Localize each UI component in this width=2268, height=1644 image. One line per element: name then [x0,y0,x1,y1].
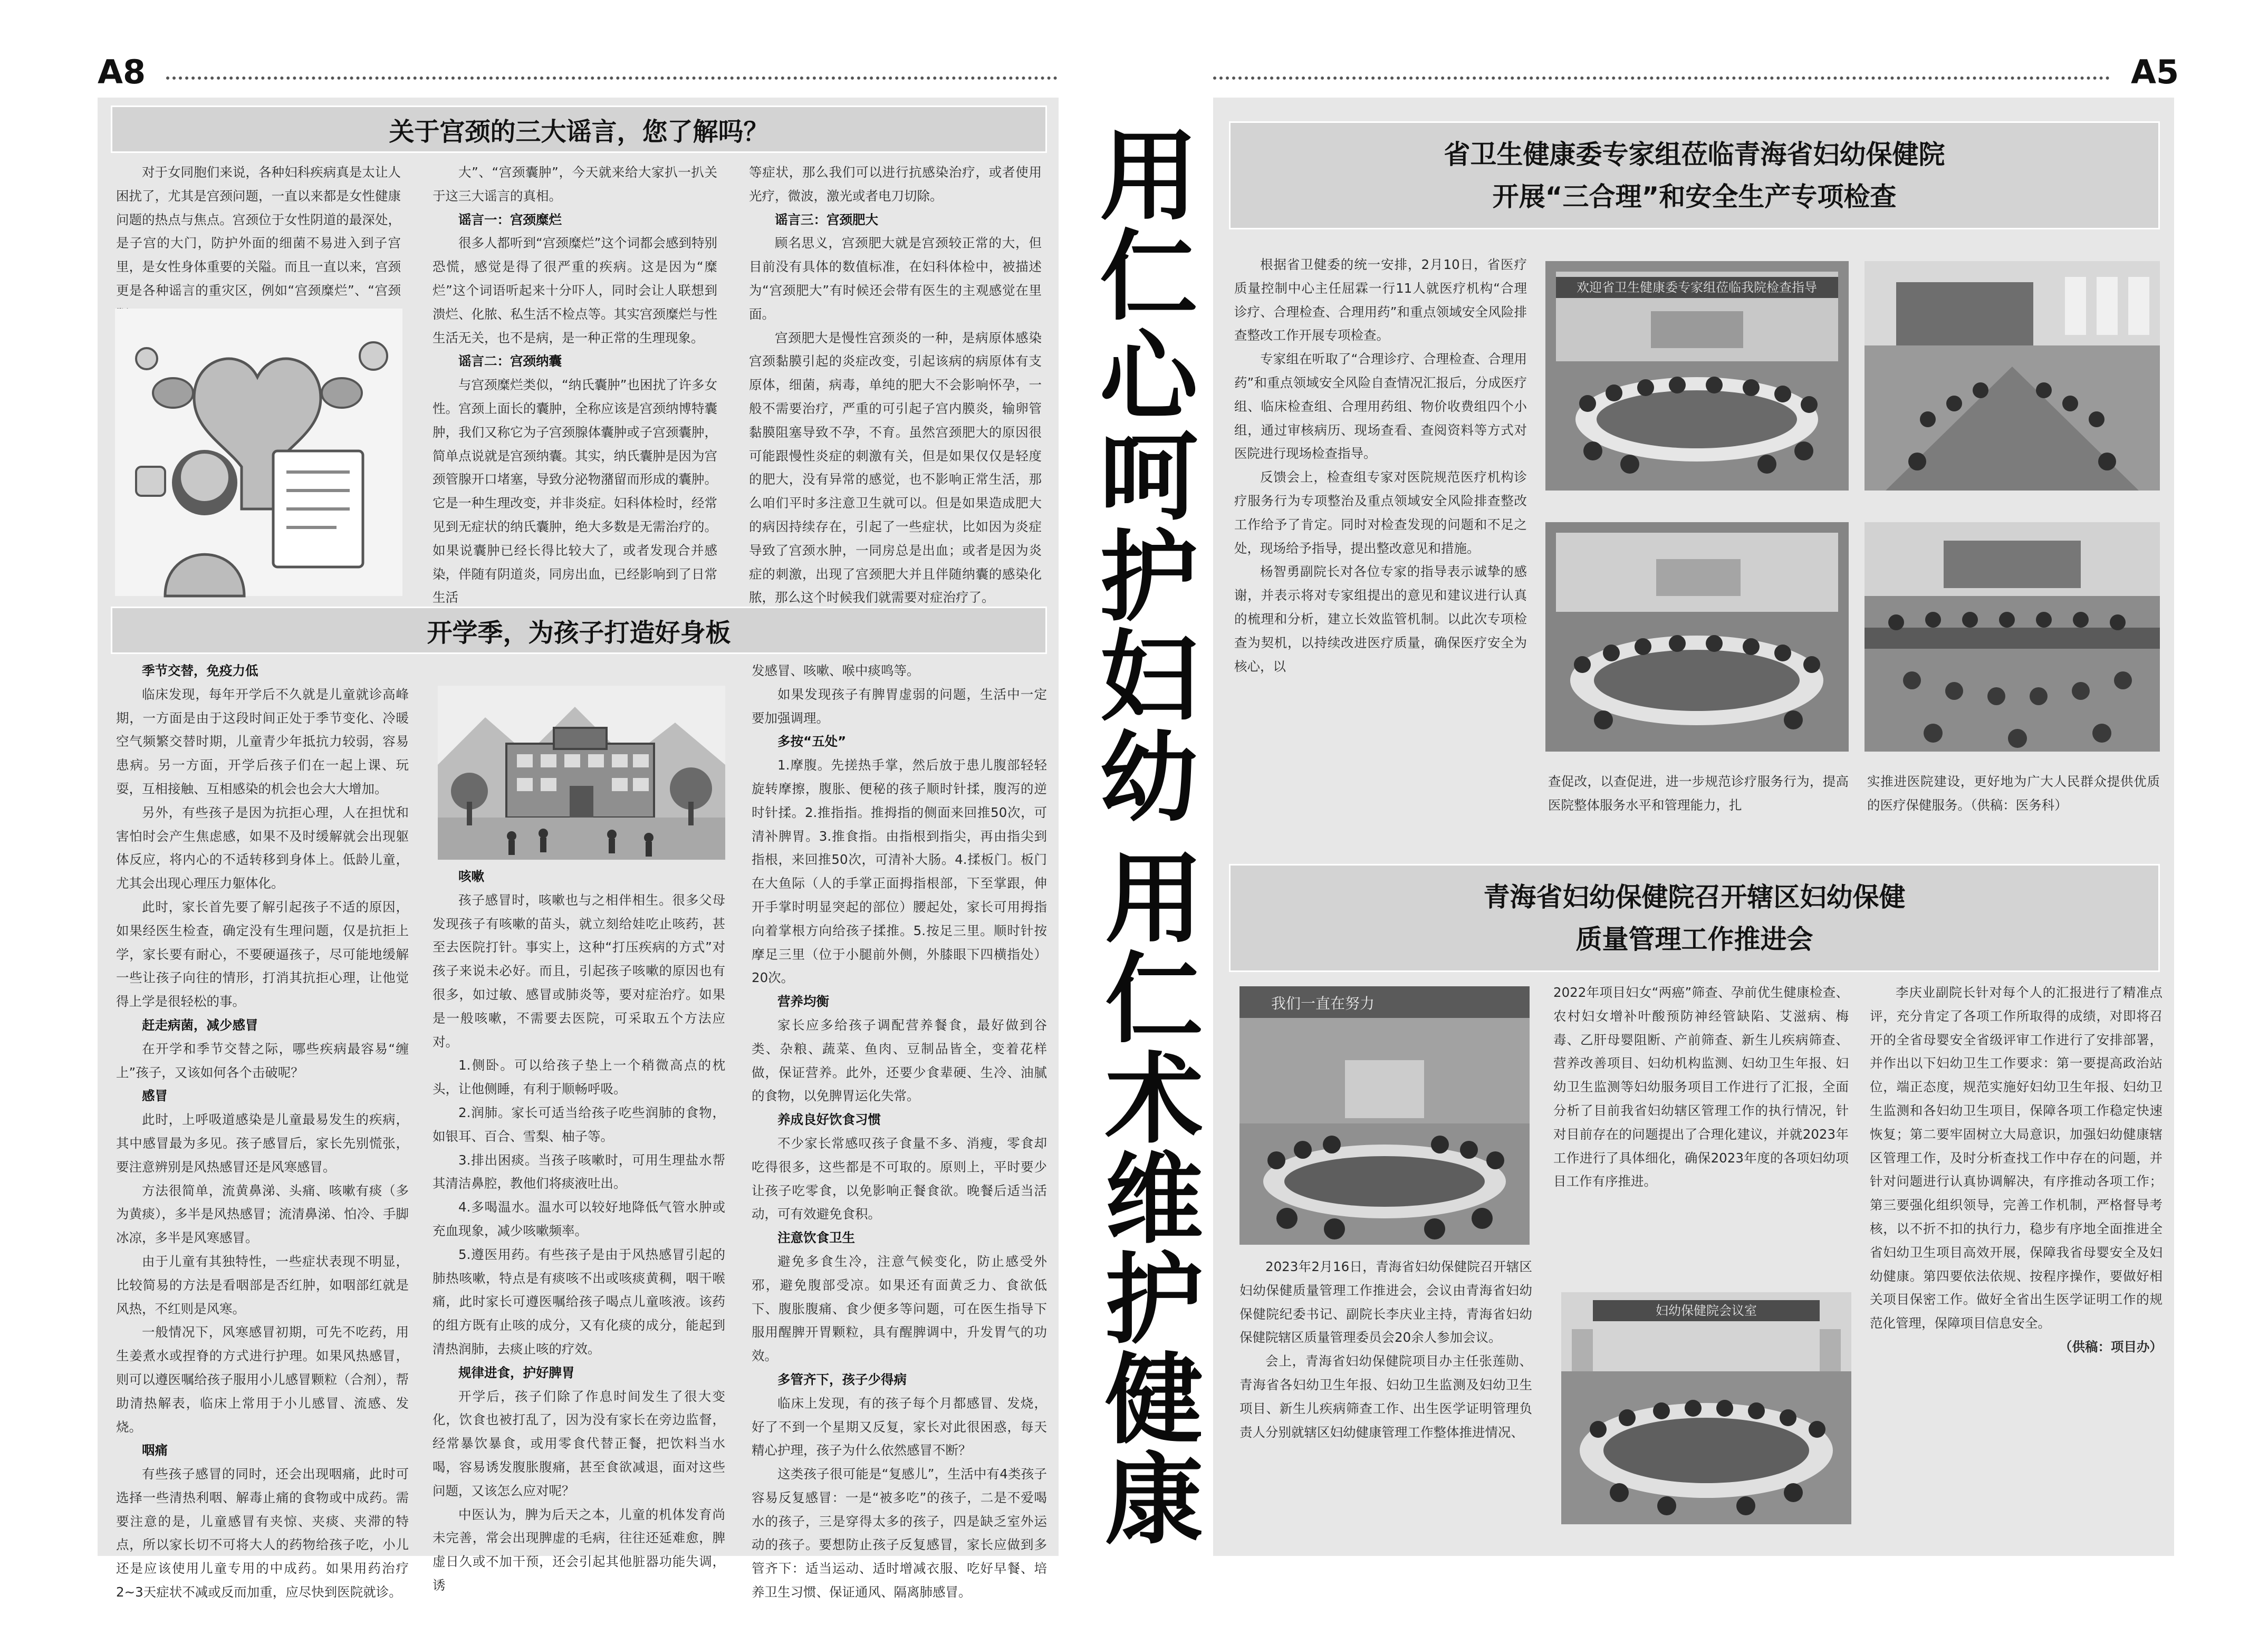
article-column [433,161,717,605]
meeting-photo [1865,522,2160,752]
slogan-character: 健 [1104,1343,1203,1457]
paragraph: 由于儿童有其独特性，一些症状表现不明显，比较简易的方法是看咽部是否红肿，如咽部红就是风热，不红则是风寒。 [116,1253,409,1316]
paragraph: 5.遵医用药。有些孩子是由于风热感冒引起的肺热咳嗽，特点是有痰咳不出或咳痰黄稠，咽干喉痛，此时家长可遵医嘱给孩子喝点儿童咳液。该药的组方既有止咳的成分，又有化痰的成分，能起到清热润肺，去痰止咳的疗效。 [433,1246,725,1357]
section-subheading: 多管齐下，孩子少得病 [777,1371,907,1387]
paragraph: 方法很简单，流黄鼻涕、头痛、咳嗽有痰（多为黄痰），多半是风热感冒；流清鼻涕、怕冷、手脚冰凉，多半是风寒感冒。 [116,1182,409,1246]
spine-slogan-2 [1096,842,1212,1558]
article-column [116,161,401,303]
paragraph: 大”、“宫颈囊肿”，今天就来给大家扒一扒关于这三大谣言的真相。 [433,165,717,204]
paragraph: 1.侧卧。可以给孩子垫上一个稍微高点的枕头，让他侧睡，有利于顺畅呼吸。 [433,1057,725,1097]
article-column [752,659,1047,1600]
title-line: 省卫生健康委专家组莅临青海省妇幼保健院 [1444,139,1945,170]
section-subheading: 赶走病菌，减少感冒 [142,1017,258,1033]
article-title-quality-meeting [1229,864,2160,972]
paragraph: 实推进医院建设，更好地为广大人民群众提供优质的医疗保健服务。（供稿：医务科） [1867,774,2160,813]
header-rule-right [1213,76,2110,80]
paragraph: 临床发现，每年开学后不久就是儿童就诊高峰期，一方面是由于这段时间正处于季节变化、冷暖空气频繁交替时期，儿童青少年抵抗力较弱，容易患病。另一方面，开学后孩子们在一起上课、玩耍，互相接触、互相感染的机会也会大大增加。 [116,686,409,796]
article-column [1553,981,1849,1282]
article-column [116,659,409,1600]
page-number-right: A5 [2131,53,2179,91]
paragraph: 很多人都听到“宫颈糜烂”这个词都会感到特别恐慌，感觉是得了很严重的疾病。这是因为“糜烂”这个词语听起来十分吓人，同时会让人联想到溃烂、化脓、私生活不检点等。其实宫颈糜烂与性生活无关，也不是病，是一种正常的生理现象。 [433,235,717,345]
section-subheading: 养成良好饮食习惯 [777,1112,881,1128]
paragraph: 不少家长常感叹孩子食量不多、消瘦，零食却吃得很多，这些都是不可取的。原则上，平时要少让孩子吃零食，以免影响正餐食欲。晚餐后适当活动，可有效避免食积。 [752,1135,1047,1222]
slogan-character: 用 [1104,842,1203,956]
section-subheading: 规律进食，护好脾胃 [458,1364,575,1380]
paragraph: 开学后，孩子们除了作息时间发生了很大变化，饮食也被打乱了，因为没有家长在旁边监督，经常暴饮暴食，或用零食代替正餐，把饮料当水喝，容易诱发腹胀腹痛，甚至食欲减退，面对这些问题，又该怎么应对呢？ [433,1388,725,1498]
paragraph: 另外，有些孩子是因为抗拒心理，人在担忧和害怕时会产生焦虑感，如果不及时缓解就会出现躯体反应，将内心的不适转移到身体上。低龄儿童，尤其会出现心理压力躯体化。 [116,804,409,891]
slogan-character: 康 [1104,1443,1203,1558]
slogan-character: 仁 [1099,219,1198,334]
paragraph: 有些孩子感冒的同时，还会出现咽痛，此时可选择一些清热利咽、解毒止痛的食物或中成药。需要注意的是，儿童感冒有夹惊、夹痰、夹滞的特点，所以家长切不可将大人的药物给孩子吃，小儿还是应该使用儿童专用的中成药。如果用药治疗2~3天症状不减或反而加重，应尽快到医院就诊。 [116,1466,409,1600]
article-title-cervix-rumors: 关于宫颈的三大谣言，您了解吗？ [111,105,1047,153]
paragraph: 反馈会上，检查组专家对医院规范医疗机构诊疗服务行为专项整治及重点领域安全风险排查整改工作给予了肯定。同时对检查发现的问题和不足之处，现场给予指导，提出整改意见和措施。 [1234,469,1527,556]
paragraph: 临床上发现，有的孩子每个月都感冒、发烧，好了不到一个星期又反复，家长对此很困惑，每天精心护理，孩子为什么依然感冒不断？ [752,1395,1047,1458]
article-column [1870,981,2163,1551]
paragraph: 对于女同胞们来说，各种妇科疾病真是太让人困扰了，尤其是宫颈问题，一直以来都是女性健康问题的热点与焦点。宫颈位于女性阴道的最深处，是子宫的大门，防护外面的细菌不易进入到子宫里，是女性身体重要的关隘。而且一直以来，宫颈更是各种谣言的重灾区，例如“宫颈糜烂”、“宫颈 [116,165,401,298]
paragraph: 顾名思义，宫颈肥大就是宫颈较正常的大，但目前没有具体的数值标准，在妇科体检中，被描述为“宫颈肥大”有时候还会带有医生的主观感觉在里面。 [749,235,1042,322]
section-subheading: 营养均衡 [777,994,829,1010]
meeting-photo [1865,261,2160,491]
slogan-character: 术 [1104,1042,1203,1157]
photo-banner-text: 我们一直在努力 [1271,995,1375,1012]
section-subheading: 季节交替，免疫力低 [142,663,258,678]
paragraph: 专家组在听取了“合理诊疗、合理检查、合理用药”和重点领域安全风险自查情况汇报后，分成医疗组、临床检查组、合理用药组、物价收费组四个小组，通过审核病历、现场查看、查阅资料等方式对医院进行现场检查指导。 [1234,351,1527,462]
section-subheading: 谣言三：宫颈肥大 [775,211,878,227]
paragraph: 与宫颈糜烂类似，“纳氏囊肿”也困扰了许多女性。宫颈上面长的囊肿，全称应该是宫颈纳博特囊肿，我们又称它为子宫颈腺体囊肿或子宫颈囊肿，简单点说就是宫颈纳囊。其实，纳氏囊肿是因为宫颈管腺开口堵塞，导致分泌物潴留而形成的囊肿。它是一种生理改变，并非炎症。妇科体检时，经常见到无症状的纳氏囊肿，绝大多数是无需治疗的。如果说囊肿已经长得比较大了，或者发现合并感染，伴随有阴道炎，同房出血，已经影响到了日常生活 [433,377,717,605]
article-source: （供稿：项目办） [2059,1339,2163,1354]
page-number-left: A8 [98,53,146,91]
cervix-illustration [115,309,402,596]
article-title-school-health: 开学季，为孩子打造好身板 [111,607,1047,654]
paragraph: 1.摩腹。先搓热手掌，然后放于患儿腹部轻轻旋转摩擦，腹胀、便秘的孩子顺时针揉，腹泻的逆时针揉。2.推指指。推拇指的侧面来回推50次，可清补脾胃。3.推食指。由指根到指尖，再由指尖到指根，来回推50次，可清补大肠。4.揉板门。板门在大鱼际（人的手掌正面拇指根部，下至掌跟，伸开手掌时明显突起的部位）腰起处，家长可用拇指向着掌根方向给孩子揉推。5.按足三里。顺时针按摩足三里（位于小腿前外侧，外膝眼下四横指处）20次。 [752,757,1047,986]
paragraph: 在开学和季节交替之际，哪些疾病最容易“缠上”孩子，又该如何各个击破呢？ [116,1041,409,1080]
meeting-photo [1561,1292,1851,1524]
slogan-character: 仁 [1104,942,1203,1056]
paragraph: 此时，家长首先要了解引起孩子不适的原因，如果经医生检查，确定没有生理问题，仅是抗拒上学，家长要有耐心，不要硬逼孩子，尽可能地缓解一些让孩子向往的情形，打消其抗拒心理，让他觉得上学是很轻松的事。 [116,899,409,1010]
paragraph: 这类孩子很可能是“复感儿”，生活中有4类孩子容易反复感冒：一是“被多吃”的孩子，二是不爱喝水的孩子，三是穿得太多的孩子，四是缺乏室外运动的孩子。要想防止孩子反复感冒，家长应做到多管齐下：适当运动、适时增减衣服、吃好早餐、培养卫生习惯、保证通风、隔离肺感冒。 [752,1466,1047,1600]
section-subheading: 感冒 [142,1088,168,1104]
slogan-character: 用 [1099,119,1198,234]
section-subheading: 多按“五处” [777,734,847,749]
article-column [1234,253,1527,844]
paragraph: 孩子感冒时，咳嗽也与之相伴相生。很多父母发现孩子有咳嗽的苗头，就立刻给娃吃止咳药，甚至去医院打针。事实上，这种“打压疾病的方式”对孩子来说未必好。而且，引起孩子咳嗽的原因也有很多，如过敏、感冒或肺炎等，要对症治疗。如果是一般咳嗽，不需要去医院，可采取五个方法应对。 [433,892,725,1050]
paragraph: 会上，青海省妇幼保健院项目办主任张莲勋、青海省各妇幼卫生年报、妇幼卫生监测及妇幼卫生项目、新生儿疾病筛查工作、出生医学证明管理负责人分别就辖区妇幼健康管理工作整体推进情况、 [1239,1353,1532,1440]
slogan-character: 维 [1104,1142,1203,1257]
paragraph: 此时，上呼吸道感染是儿童最易发生的疾病，其中感冒最为多见。孩子感冒后，家长先别慌张，要注意辨别是风热感冒还是风寒感冒。 [116,1112,409,1175]
meeting-photo [1545,261,1849,491]
paragraph: 查促改，以查促进，进一步规范诊疗服务行为，提高医院整体服务水平和管理能力，扎 [1548,774,1849,813]
paragraph: 4.多喝温水。温水可以较好地降低气管水肿或充血现象，减少咳嗽频率。 [433,1199,725,1238]
photo-banner-text: 欢迎省卫生健康委专家组莅临我院检查指导 [1577,280,1817,295]
paragraph: 宫颈肥大是慢性宫颈炎的一种，是病原体感染宫颈黏膜引起的炎症改变，引起该病的病原体有支原体，细菌，病毒，单纯的肥大不会影响怀孕，一般不需要治疗，严重的可引起子宫内膜炎，输卵管黏膜阻塞导致不孕，不育。虽然宫颈肥大的原因很可能跟慢性炎症的刺激有关，但是如果仅仅是轻度的肥大，没有异常的感觉，也不影响正常生活，那么咱们平时多注意卫生就可以。但是如果造成肥大的病因持续存在，引起了一些症状，比如因为炎症导致了宫颈水肿，一同房总是出血；或者是因为炎症的刺激，出现了宫颈肥大并且伴随纳囊的感染化脓，那么这个时候我们就需要对症治疗了。 [749,330,1042,605]
paragraph: 3.排出困痰。当孩子咳嗽时，可用生理盐水帮其清洁鼻腔，教他们将痰液吐出。 [433,1152,725,1191]
paragraph: 避免多食生冷，注意气候变化，防止感受外邪，避免腹部受凉。如果还有面黄乏力、食欲低下、腹胀腹痛、食少便多等问题，可在医生指导下服用醒脾开胃颗粒，具有醒脾调中，升发胃气的功效。 [752,1253,1047,1364]
slogan-character: 心 [1099,320,1198,434]
paragraph: 如果发现孩子有脾胃虚弱的问题，生活中一定要加强调理。 [752,686,1047,726]
paragraph: 中医认为，脾为后天之本，儿童的机体发育尚未完善，常会出现脾虚的毛病，往往还延难愈，脾虚日久或不加干预，还会引起其他脏器功能失调，诱 [433,1506,725,1593]
section-subheading: 谣言二：宫颈纳囊 [458,353,562,369]
title-line: 开展“三合理”和安全生产专项检查 [1492,181,1897,212]
article-column [1239,1255,1532,1551]
title-line: 质量管理工作推进会 [1575,924,1813,955]
article-title-inspection [1229,121,2160,229]
section-subheading: 谣言一：宫颈糜烂 [458,211,562,227]
paragraph: 根据省卫健委的统一安排，2月10日，省医疗质量控制中心主任屈霖一行11人就医疗机构“合理诊疗、合理检查、合理用药”和重点领域安全风险排查整改工作开展专项检查。 [1234,257,1527,343]
section-subheading: 咳嗽 [458,869,484,884]
meeting-photo [1239,986,1530,1245]
header-rule-left [166,76,1058,80]
paragraph: 一般情况下，风寒感冒初期，可先不吃药，用生姜煮水或捏脊的方式进行护理。如果风热感冒，则可以遵医嘱给孩子服用小儿感冒颗粒（合剂），帮助清热解表，临床上常用于小儿感冒、流感、发烧。 [116,1324,409,1435]
article-column [1867,770,2160,844]
paragraph: 发感冒、咳嗽、喉中痰鸣等。 [752,663,920,678]
slogan-character: 护 [1104,1243,1203,1357]
paragraph: 2022年项目妇女“两癌”筛查、孕前优生健康检查、农村妇女增补叶酸预防神经管缺陷、艾滋病、梅毒、乙肝母婴阻断、产前筛查、新生儿疾病筛查、营养改善项目、妇幼机构监测、妇幼卫生年报、妇幼卫生监测等妇幼服务项目工作进行了汇报，全面分析了目前我省妇幼辖区管理工作的执行情况，针对目前存在的问题提出了合理化建议，并就2023年工作进行了具体细化，确保2023年度的各项妇幼项目工作有序推进。 [1553,985,1849,1189]
spine-slogan-1 [1091,119,1207,835]
paragraph: 等症状，那么我们可以进行抗感染治疗，或者使用光疗，微波，激光或者电刀切除。 [749,165,1042,204]
title-line: 青海省妇幼保健院召开辖区妇幼保健 [1483,881,1906,912]
article-column [433,865,725,1593]
paragraph: 李庆业副院长针对每个人的汇报进行了精准点评，充分肯定了各项工作所取得的成绩，对即将召开的全省母婴安全省级评审工作进行了安排部署，并作出以下妇幼卫生工作要求：第一要提高政治站位，端正态度，规范实施好妇幼卫生年报、妇幼卫生监测和各妇幼卫生项目，保障各项工作稳定快速恢复；第二要牢固树立大局意识，加强妇幼健康辖区管理工作，及时分析查找工作中存在的问题，并针对问题进行认真协调解决，有序推动各项工作；第三要强化组织领导，完善工作机制，严格督导考核，以不折不扣的执行力，稳步有序地全面推进全省妇幼卫生项目高效开展，保障我省母婴安全及妇幼健康。第四要依法依规、按程序操作，要做好相关项目保密工作。做好全省出生医学证明工作的规范化管理，保障项目信息安全。 [1870,985,2163,1331]
slogan-character: 护 [1099,520,1198,634]
paragraph: 2023年2月16日，青海省妇幼保健院召开辖区妇幼保健质量管理工作推进会，会议由青海省妇幼保健院纪委书记、副院长李庆业主持，青海省妇幼保健院辖区质量管理委员会20余人参加会议。 [1239,1259,1532,1345]
section-subheading: 注意饮食卫生 [777,1230,855,1246]
slogan-character: 呵 [1099,420,1198,534]
meeting-photo [1545,522,1849,752]
article-column [1548,770,1849,844]
paragraph: 2.润肺。家长可适当给孩子吃些润肺的食物，如银耳、百合、雪梨、柚子等。 [433,1104,725,1144]
paragraph: 杨智勇副院长对各位专家的指导表示诚挚的感谢，并表示将对专家组提出的意见和建议进行认真的梳理和分析，建立长效监管机制。以此次专项检查为契机，以持续改进医疗质量，确保医疗安全为核心，以 [1234,564,1527,674]
paragraph: 家长应多给孩子调配营养餐食，最好做到谷类、杂粮、蔬菜、鱼肉、豆制品皆全，变着花样做，保证营养。此外，还要少食辈硬、生冷、油腻的食物，以免脾胃运化失常。 [752,1017,1047,1104]
slogan-character: 妇 [1099,620,1198,735]
article-column [749,161,1042,605]
section-subheading: 咽痛 [142,1443,168,1458]
slogan-character: 幼 [1099,720,1198,835]
photo-banner-text: 妇幼保健院会议室 [1656,1303,1757,1318]
school-illustration [438,686,725,860]
